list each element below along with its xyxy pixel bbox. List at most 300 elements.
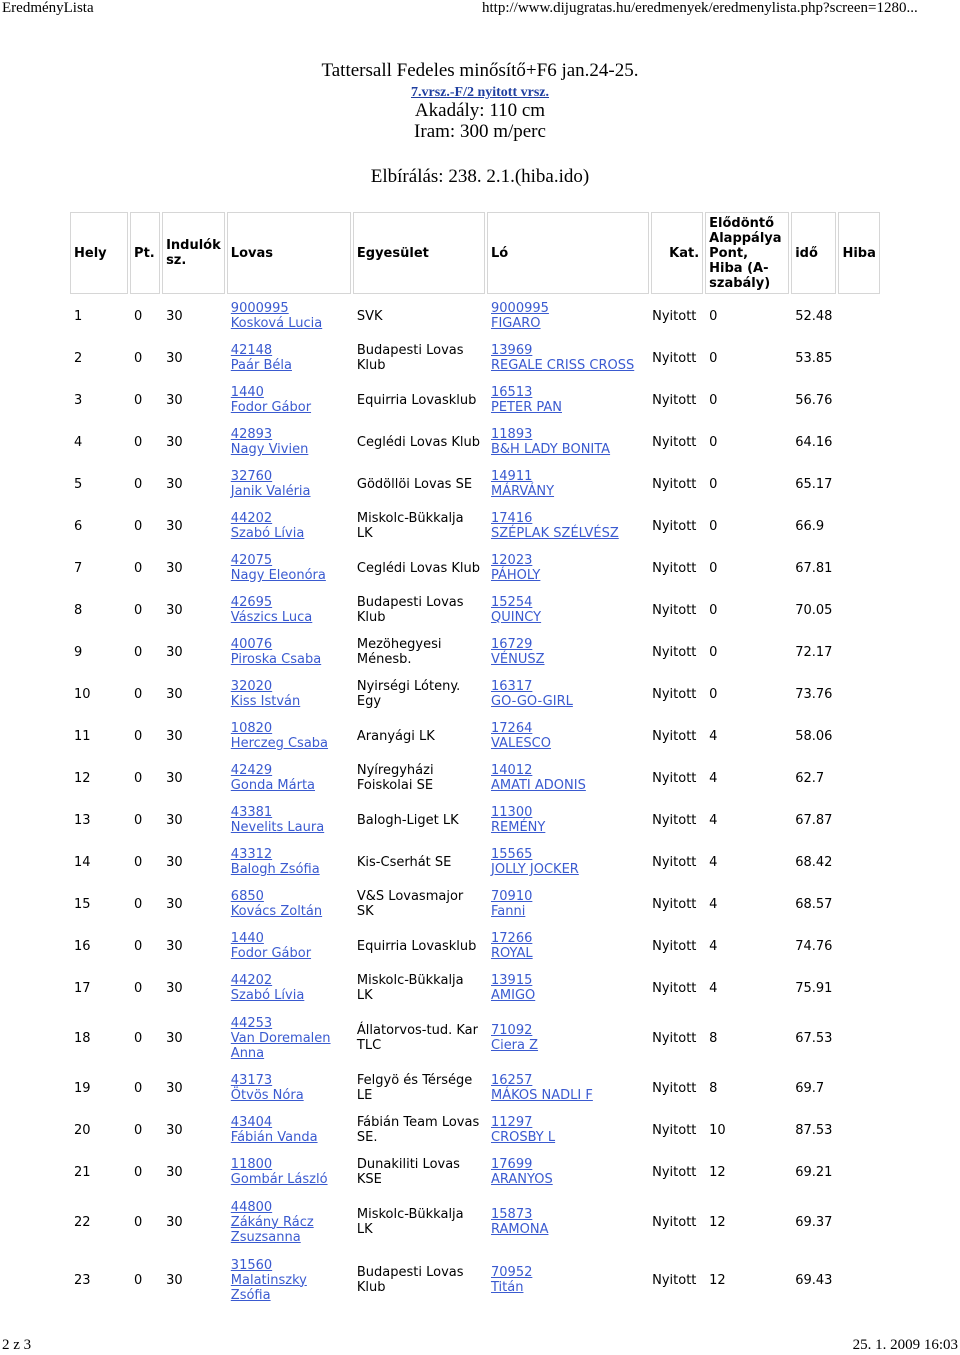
cell-lo-name-link[interactable]: RAMONA [491,1222,549,1237]
cell-pt: 0 [130,1252,160,1304]
page-number: 2 z 3 [2,1337,32,1353]
cell-indulok: 30 [162,758,225,798]
cell-pont: 4 [705,884,789,924]
cell-lovas-id-link[interactable]: 9000995 [230,301,289,316]
cell-lovas-id-link[interactable]: 44202 [230,973,273,988]
cell-lo-id-link[interactable]: 71092 [491,1023,533,1038]
cell-indulok: 30 [162,380,225,420]
cell-lovas-id-link[interactable]: 44202 [230,511,273,526]
cell-pt: 0 [130,716,160,756]
cell-ido: 87.53 [791,1110,836,1150]
cell-lo-id-link[interactable]: 11297 [491,1115,533,1130]
cell-hely: 14 [70,842,128,882]
table-row [70,422,880,462]
cell-pt: 0 [130,1010,160,1066]
cell-hely: 23 [70,1252,128,1304]
col-lovas: Lovas [227,212,351,294]
cell-hiba [838,1110,880,1150]
cell-lovas-id-link[interactable]: 32760 [230,469,273,484]
cell-egyesulet: Budapesti Lovas Klub [353,338,485,378]
cell-lo-id-link[interactable]: 15254 [491,595,533,610]
cell-hiba [838,632,880,672]
col-indulok: Indulók sz. [162,212,225,294]
cell-lo-name-link[interactable]: B&H LADY BONITA [491,442,611,457]
cell-ido: 75.91 [791,968,836,1008]
cell-pont: 4 [705,968,789,1008]
cell-pont: 0 [705,674,789,714]
cell-indulok: 30 [162,1068,225,1108]
cell-pont: 0 [705,548,789,588]
cell-lovas-id-link[interactable]: 42695 [230,595,273,610]
table-row [70,716,880,756]
cell-kat: Nyitott [651,632,703,672]
cell-lo-id-link[interactable]: 70910 [491,889,533,904]
cell-lovas-name-link[interactable]: Kosková Lucia [230,316,323,331]
cell-lo-name-link[interactable]: AMIGO [491,988,536,1003]
cell-lo-id-link[interactable]: 17416 [491,511,533,526]
table-row [70,1252,880,1304]
cell-kat: Nyitott [651,338,703,378]
cell-kat: Nyitott [651,506,703,546]
cell-lo-name-link[interactable]: PÁHOLY [491,568,541,583]
cell-lovas-name-link[interactable]: Paár Béla [230,358,292,373]
cell-egyesulet: Felgyö és Térsége LE [353,1068,485,1108]
cell-lovas-name-link[interactable]: Fodor Gábor [230,400,312,415]
cell-ido: 53.85 [791,338,836,378]
print-datetime: 25. 1. 2009 16:03 [852,1337,958,1353]
cell-hiba [838,1152,880,1192]
cell-indulok: 30 [162,968,225,1008]
table-row [70,800,880,840]
cell-egyesulet: Balogh-Liget LK [353,800,485,840]
cell-lovas-name-link[interactable]: Kovács Zoltán [230,904,323,919]
cell-pt: 0 [130,1152,160,1192]
cell-lovas-id-link[interactable]: 42429 [230,763,273,778]
cell-lovas [227,590,351,630]
event-title: Tattersall Fedeles minősítő+F6 jan.24-25. [321,60,639,81]
cell-lovas-name-link[interactable]: Gombár László [230,1172,328,1187]
table-row [70,548,880,588]
cell-pont: 0 [705,422,789,462]
cell-pont: 4 [705,926,789,966]
cell-pont: 0 [705,506,789,546]
cell-lovas-id-link[interactable]: 42893 [230,427,273,442]
table-row [70,1110,880,1150]
cell-lovas-id-link[interactable]: 11800 [230,1157,273,1172]
cell-pont: 0 [705,296,789,336]
cell-pt: 0 [130,800,160,840]
table-row [70,842,880,882]
cell-hiba [838,1252,880,1304]
cell-kat: Nyitott [651,968,703,1008]
cell-pont: 4 [705,842,789,882]
cell-lo-id-link[interactable]: 13969 [491,343,533,358]
table-row [70,464,880,504]
cell-hely: 17 [70,968,128,1008]
cell-lo-name-link[interactable]: GO-GO-GIRL [491,694,573,709]
cell-indulok: 30 [162,464,225,504]
cell-hely: 7 [70,548,128,588]
cell-egyesulet: Ceglédi Lovas Klub [353,548,485,588]
cell-lovas-name-link[interactable]: Nagy Vivien [230,442,309,457]
cell-egyesulet: SVK [353,296,485,336]
cell-lovas [227,968,351,1008]
cell-lovas-name-link[interactable]: Fábián Vanda [230,1130,318,1145]
cell-pont: 4 [705,800,789,840]
cell-lovas-id-link[interactable]: 31560 [230,1257,273,1273]
cell-lovas-id-link[interactable]: 44253 [230,1015,273,1031]
cell-pt: 0 [130,464,160,504]
cell-lo [487,968,649,1008]
cell-ido: 67.81 [791,548,836,588]
cell-hiba [838,590,880,630]
cell-lovas [227,1010,351,1066]
cell-indulok: 30 [162,1152,225,1192]
cell-lo-name-link[interactable]: Fanni [491,904,526,919]
cell-lo-name-link[interactable]: REGALE CRISS CROSS [491,358,635,373]
cell-hiba [838,1010,880,1066]
cell-pt: 0 [130,674,160,714]
table-row [70,674,880,714]
cell-lo-id-link[interactable]: 12023 [491,553,533,568]
cell-lovas-id-link[interactable]: 43312 [230,847,273,862]
cell-lo-name-link[interactable]: Ciera Z [491,1038,539,1053]
cell-lovas-name-link[interactable]: Van Doremalen Anna [230,1030,331,1061]
col-pt: Pt. [130,212,160,294]
col-hiba: Hiba [838,212,880,294]
cell-egyesulet: Aranyági LK [353,716,485,756]
cell-lovas-id-link[interactable]: 43173 [230,1073,273,1088]
table-row [70,758,880,798]
cell-egyesulet: Miskolc-Bükkalja LK [353,1194,485,1250]
cell-pt: 0 [130,296,160,336]
cell-indulok: 30 [162,1194,225,1250]
cell-lo-name-link[interactable]: VALESCO [491,736,551,751]
cell-lovas-name-link[interactable]: Vászics Luca [230,610,313,625]
cell-lo-name-link[interactable]: SZÉPLAK SZÉLVÉSZ [491,526,619,541]
cell-ido: 58.06 [791,716,836,756]
cell-indulok: 30 [162,338,225,378]
judging-rule: Elbírálás: 238. 2.1.(hiba.ido) [370,166,590,187]
obstacle-height: Akadály: 110 cm [414,100,546,121]
cell-lovas [227,1068,351,1108]
cell-lovas [227,884,351,924]
cell-indulok: 30 [162,506,225,546]
cell-hely: 10 [70,674,128,714]
cell-lovas-name-link[interactable]: Herczeg Csaba [230,736,329,751]
cell-lovas [227,632,351,672]
cell-ido: 52.48 [791,296,836,336]
cell-lovas-name-link[interactable]: Szabó Lívia [230,988,305,1003]
cell-pont: 8 [705,1010,789,1066]
cell-lo-name-link[interactable]: ARANYOS [491,1172,553,1187]
cell-egyesulet: Nyíregyházi Foiskolai SE [353,758,485,798]
cell-lo [487,800,649,840]
cell-pt: 0 [130,968,160,1008]
table-row [70,632,880,672]
cell-lovas [227,506,351,546]
cell-egyesulet: Budapesti Lovas Klub [353,590,485,630]
table-row [70,884,880,924]
cell-kat: Nyitott [651,590,703,630]
cell-lo-id-link[interactable]: 16513 [491,385,533,400]
cell-lo-id-link[interactable]: 17699 [491,1157,533,1172]
cell-indulok: 30 [162,800,225,840]
cell-hely: 22 [70,1194,128,1250]
cell-lovas-name-link[interactable]: Malatinszky Zsófia [230,1272,307,1303]
cell-lovas-name-link[interactable]: Zákány Rácz Zsuzsanna [230,1214,314,1245]
cell-lo-id-link[interactable]: 16257 [491,1073,533,1088]
cell-lo-name-link[interactable]: FIGARO [491,316,541,331]
cell-kat: Nyitott [651,1252,703,1304]
cell-hiba [838,926,880,966]
cell-egyesulet: Nyirségi Lóteny. Egy [353,674,485,714]
cell-pont: 12 [705,1194,789,1250]
cell-lovas-id-link[interactable]: 42148 [230,343,273,358]
event-class-link[interactable]: 7.vrsz.-F/2 nyitott vrsz. [410,85,550,100]
cell-pont: 0 [705,380,789,420]
cell-lovas-name-link[interactable]: Nevelits Laura [230,820,325,835]
cell-lovas-name-link[interactable]: Piroska Csaba [230,652,322,667]
cell-lo-name-link[interactable]: REMÉNY [491,820,546,835]
cell-indulok: 30 [162,422,225,462]
cell-kat: Nyitott [651,800,703,840]
cell-lovas-name-link[interactable]: Nagy Eleonóra [230,568,326,583]
cell-lovas-id-link[interactable]: 42075 [230,553,273,568]
cell-hiba [838,968,880,1008]
cell-pt: 0 [130,422,160,462]
cell-hely: 13 [70,800,128,840]
cell-indulok: 30 [162,1010,225,1066]
cell-hiba [838,464,880,504]
cell-lovas [227,716,351,756]
cell-ido: 56.76 [791,380,836,420]
cell-lo [487,1252,649,1304]
cell-lo-id-link[interactable]: 9000995 [491,301,549,316]
cell-egyesulet: Budapesti Lovas Klub [353,1252,485,1304]
cell-lovas [227,1252,351,1304]
cell-lo-id-link[interactable]: 16317 [491,679,533,694]
cell-lo-id-link[interactable]: 11893 [491,427,533,442]
cell-lovas [227,548,351,588]
cell-lo [487,590,649,630]
cell-egyesulet: Equirria Lovasklub [353,380,485,420]
course-speed: Iram: 300 m/perc [414,121,546,142]
cell-lo-name-link[interactable]: Titán [491,1280,524,1295]
cell-hely: 1 [70,296,128,336]
cell-ido: 73.76 [791,674,836,714]
cell-lo-id-link[interactable]: 17264 [491,721,533,736]
cell-lo-id-link[interactable]: 14911 [491,469,533,484]
cell-lo-name-link[interactable]: MÁKOS NADLI F [491,1088,593,1103]
cell-hely: 12 [70,758,128,798]
cell-lovas [227,422,351,462]
cell-lovas [227,800,351,840]
cell-lo-id-link[interactable]: 16729 [491,637,533,652]
cell-lovas-id-link[interactable]: 40076 [230,637,273,652]
cell-lovas-id-link[interactable]: 43381 [230,805,273,820]
cell-lo-id-link[interactable]: 15565 [491,847,533,862]
cell-pont: 8 [705,1068,789,1108]
cell-lo [487,716,649,756]
col-egyesulet: Egyesület [353,212,485,294]
cell-kat: Nyitott [651,1194,703,1250]
cell-hely: 2 [70,338,128,378]
table-row [70,1010,880,1066]
cell-hely: 16 [70,926,128,966]
cell-ido: 70.05 [791,590,836,630]
cell-indulok: 30 [162,1110,225,1150]
cell-lovas-id-link[interactable]: 44800 [230,1199,273,1215]
cell-lovas [227,338,351,378]
cell-pt: 0 [130,1110,160,1150]
cell-pt: 0 [130,632,160,672]
cell-indulok: 30 [162,674,225,714]
cell-lo-name-link[interactable]: ROYAL [491,946,533,961]
cell-lo-id-link[interactable]: 14012 [491,763,533,778]
cell-pont: 0 [705,464,789,504]
cell-lo-name-link[interactable]: JOLLY JOCKER [491,862,579,877]
cell-lo-name-link[interactable]: MÁRVÁNY [491,484,555,499]
table-row [70,1194,880,1250]
cell-ido: 67.87 [791,800,836,840]
cell-egyesulet: Fábián Team Lovas SE. [353,1110,485,1150]
table-row [70,338,880,378]
cell-lo [487,1010,649,1066]
cell-lo [487,674,649,714]
cell-lo [487,1152,649,1192]
cell-ido: 72.17 [791,632,836,672]
col-elodonto: Elődöntő Alappálya Pont, Hiba (A-szabály) [705,212,789,294]
cell-egyesulet: Kis-Cserhát SE [353,842,485,882]
cell-lo [487,296,649,336]
table-row [70,380,880,420]
cell-egyesulet: Equirria Lovasklub [353,926,485,966]
cell-egyesulet: Dunakiliti Lovas KSE [353,1152,485,1192]
cell-hely: 8 [70,590,128,630]
cell-lovas-name-link[interactable]: Szabó Lívia [230,526,305,541]
cell-ido: 66.9 [791,506,836,546]
cell-lo-name-link[interactable]: QUINCY [491,610,542,625]
cell-pont: 0 [705,338,789,378]
cell-lovas [227,758,351,798]
cell-pt: 0 [130,1068,160,1108]
cell-pt: 0 [130,758,160,798]
cell-lovas-id-link[interactable]: 10820 [230,721,273,736]
cell-lo-id-link[interactable]: 17266 [491,931,533,946]
cell-pont: 4 [705,758,789,798]
cell-ido: 68.42 [791,842,836,882]
cell-hely: 20 [70,1110,128,1150]
cell-ido: 69.7 [791,1068,836,1108]
cell-lo-id-link[interactable]: 70952 [491,1265,533,1280]
cell-egyesulet: Gödöllöi Lovas SE [353,464,485,504]
cell-lovas-name-link[interactable]: Fodor Gábor [230,946,312,961]
cell-lo [487,884,649,924]
cell-hiba [838,716,880,756]
cell-lovas [227,926,351,966]
cell-lovas-id-link[interactable]: 1440 [230,931,264,946]
cell-hely: 5 [70,464,128,504]
cell-indulok: 30 [162,884,225,924]
cell-ido: 69.43 [791,1252,836,1304]
cell-hely: 15 [70,884,128,924]
cell-lovas-name-link[interactable]: Gonda Márta [230,778,316,793]
cell-egyesulet: Miskolc-Bükkalja LK [353,968,485,1008]
col-kat: Kat. [651,212,703,294]
cell-lovas-id-link[interactable]: 1440 [230,385,264,400]
cell-lo-id-link[interactable]: 15873 [491,1207,533,1222]
cell-lovas [227,464,351,504]
cell-lo-id-link[interactable]: 11300 [491,805,533,820]
cell-lovas-name-link[interactable]: Ötvös Nóra [230,1088,304,1103]
print-header [0,0,960,18]
table-row [70,926,880,966]
cell-lovas-name-link[interactable]: Balogh Zsófia [230,862,320,877]
table-row [70,506,880,546]
cell-hely: 11 [70,716,128,756]
print-title: EredményLista [2,0,94,16]
cell-kat: Nyitott [651,1068,703,1108]
cell-lo [487,506,649,546]
cell-lovas-name-link[interactable]: Janik Valéria [230,484,311,499]
cell-hiba [838,380,880,420]
cell-pont: 10 [705,1110,789,1150]
cell-hiba [838,506,880,546]
col-lo: Ló [487,212,649,294]
cell-indulok: 30 [162,632,225,672]
cell-hiba [838,1194,880,1250]
cell-pont: 0 [705,632,789,672]
cell-kat: Nyitott [651,1152,703,1192]
cell-lovas-id-link[interactable]: 32020 [230,679,273,694]
table-row [70,1068,880,1108]
cell-kat: Nyitott [651,1110,703,1150]
cell-kat: Nyitott [651,884,703,924]
cell-egyesulet: Mezöhegyesi Ménesb. [353,632,485,672]
cell-hely: 18 [70,1010,128,1066]
cell-lovas [227,1152,351,1192]
cell-lo [487,1194,649,1250]
results-table-wrap [68,210,880,1304]
cell-indulok: 30 [162,842,225,882]
cell-lo-name-link[interactable]: VÉNUSZ [491,652,545,667]
cell-indulok: 30 [162,716,225,756]
cell-lovas-id-link[interactable]: 6850 [230,889,264,904]
cell-lovas-id-link[interactable]: 43404 [230,1115,273,1130]
cell-lo-id-link[interactable]: 13915 [491,973,533,988]
cell-kat: Nyitott [651,716,703,756]
cell-lo [487,1068,649,1108]
cell-lo-name-link[interactable]: PETER PAN [491,400,562,415]
cell-hiba [838,758,880,798]
cell-lo-name-link[interactable]: CROSBY L [491,1130,556,1145]
cell-pont: 12 [705,1252,789,1304]
cell-lovas [227,380,351,420]
cell-ido: 62.7 [791,758,836,798]
cell-pt: 0 [130,884,160,924]
cell-kat: Nyitott [651,464,703,504]
print-footer [0,1337,960,1355]
cell-pt: 0 [130,548,160,588]
cell-lovas-name-link[interactable]: Kiss István [230,694,301,709]
cell-lo-name-link[interactable]: AMATI ADONIS [491,778,586,793]
table-row [70,590,880,630]
cell-hely: 4 [70,422,128,462]
cell-pt: 0 [130,842,160,882]
cell-ido: 68.57 [791,884,836,924]
cell-kat: Nyitott [651,758,703,798]
